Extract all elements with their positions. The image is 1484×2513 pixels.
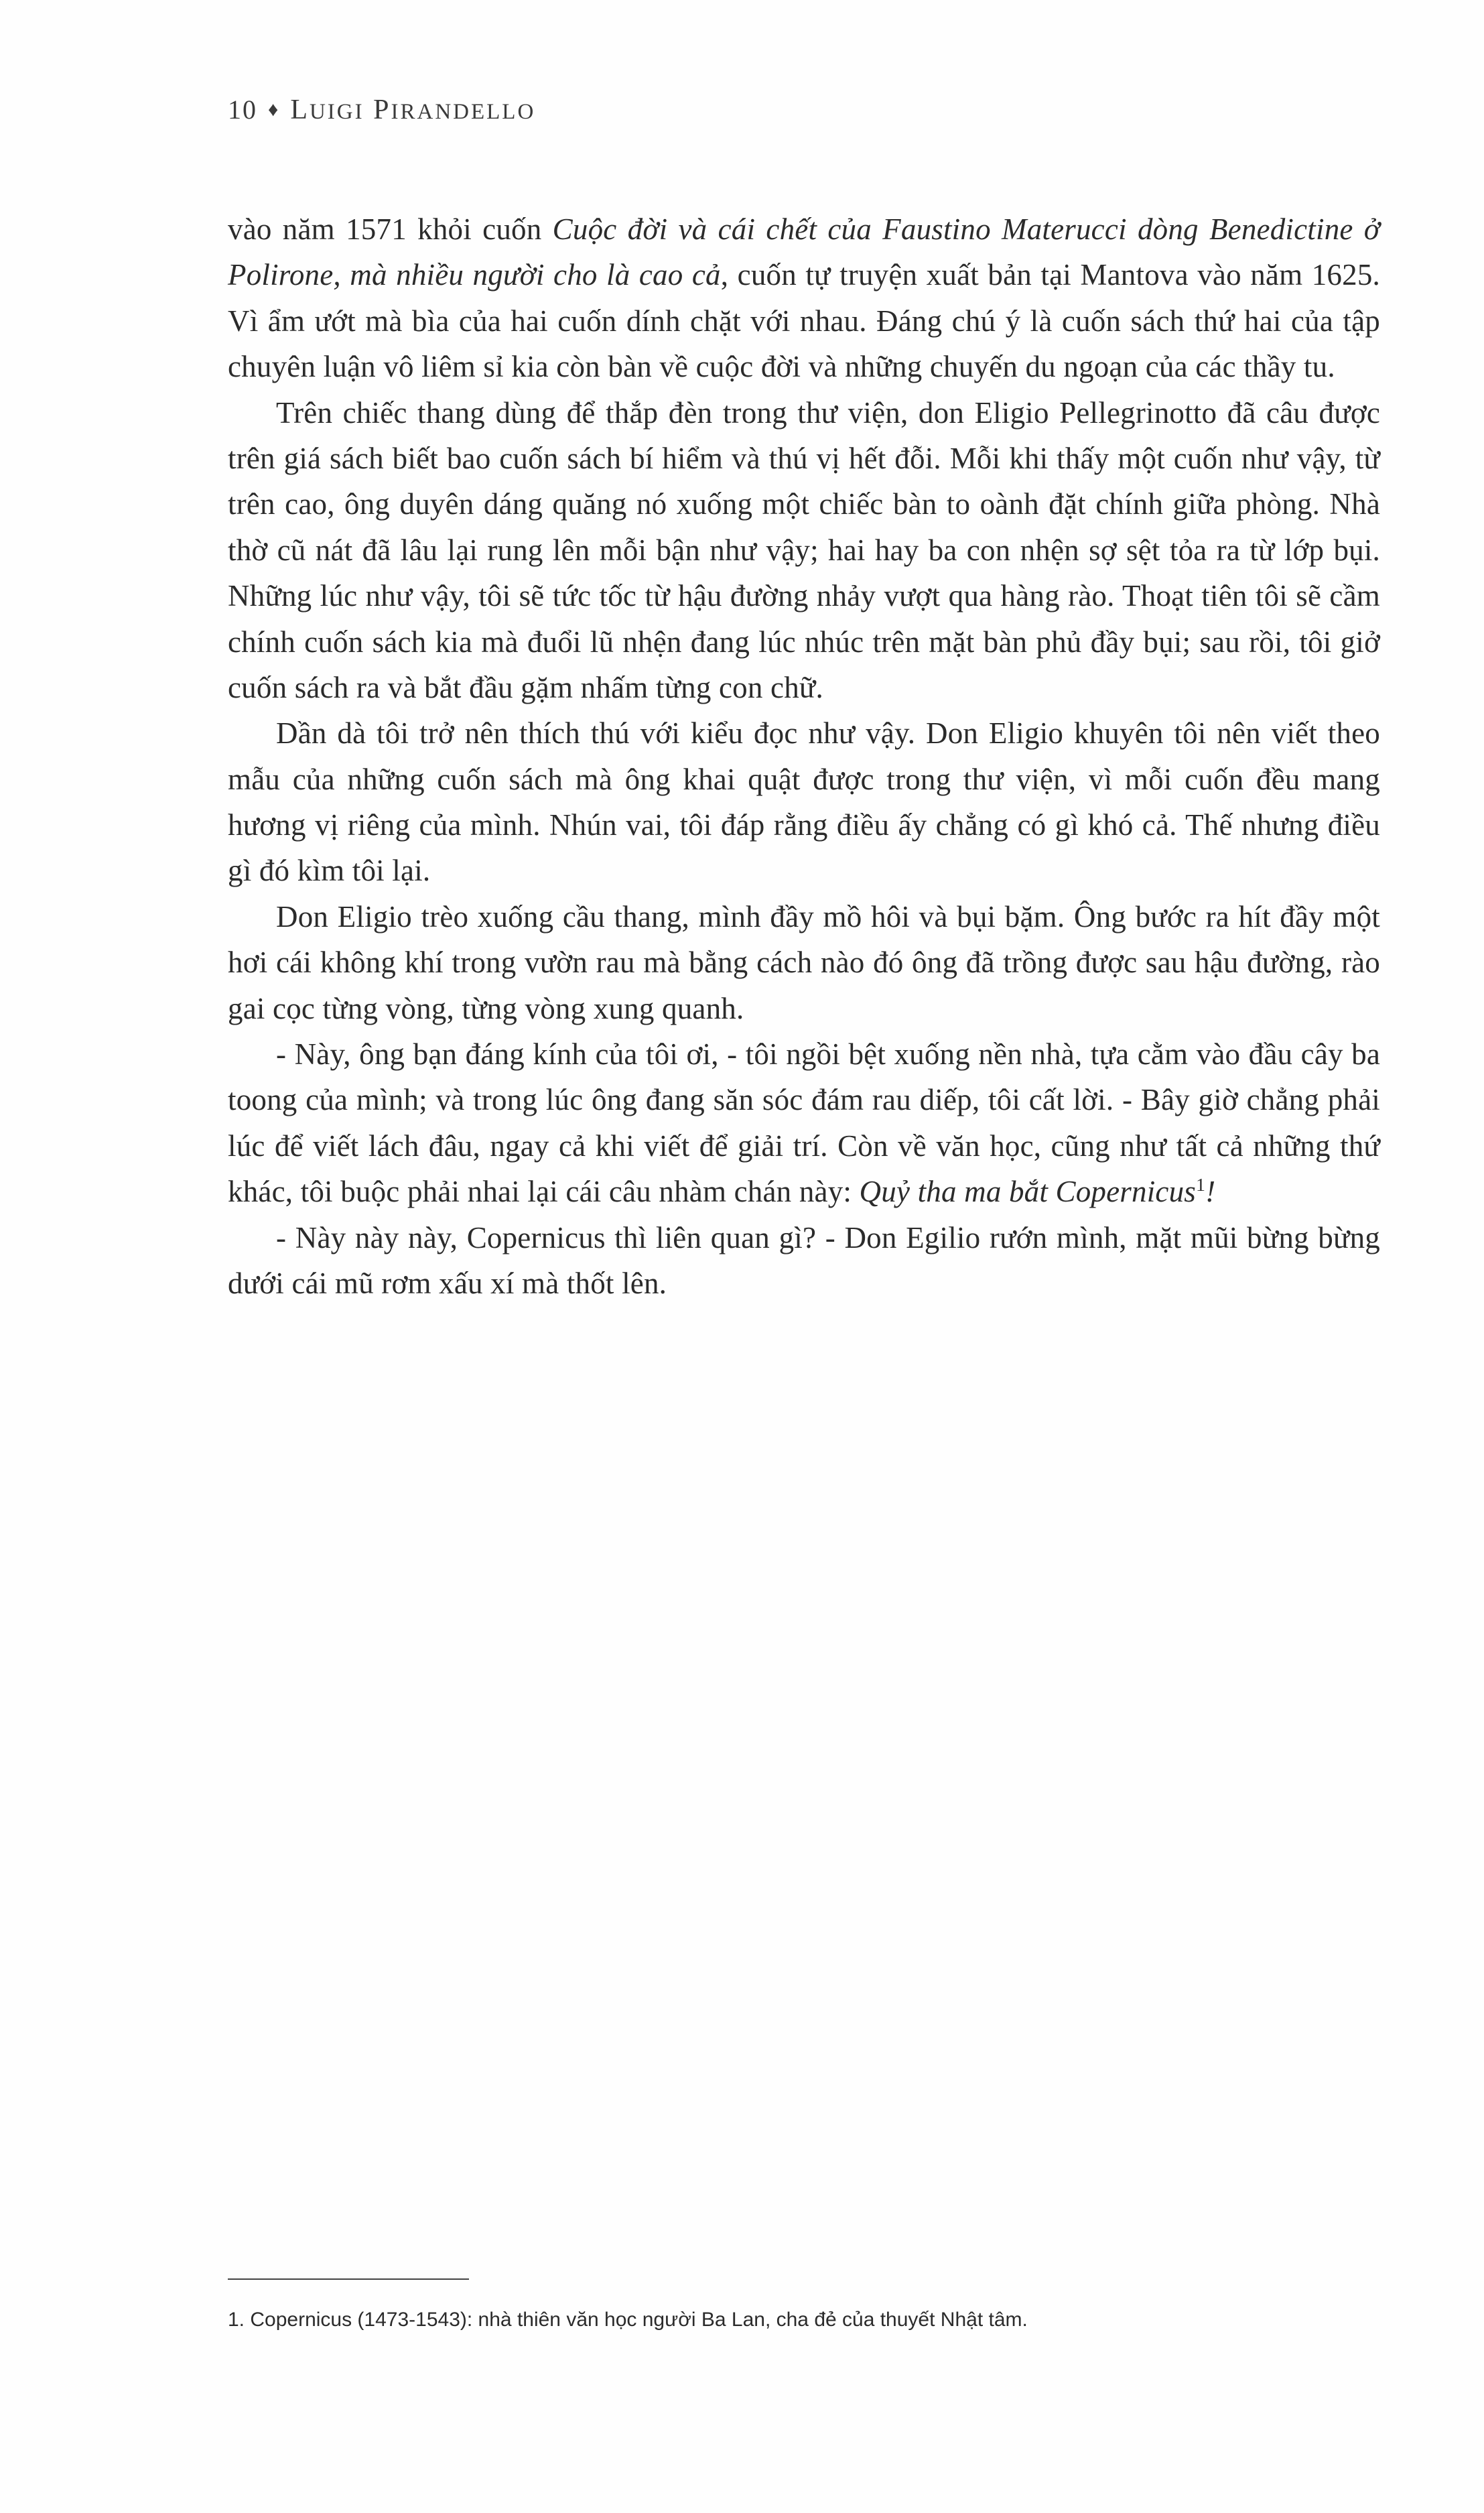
quote-italic-2: Quỷ tha ma bắt Copernicus — [859, 1175, 1197, 1209]
paragraph-4: Don Eligio trèo xuống cầu thang, mình đầy mồ hôi và bụi bặm. Ông bước ra hít đầy một hơi cái không khí trong vườn rau mà bằng cách nào đó ông đã trồng được sau hậu đường, rào gai cọc từng vòng, từng vòng xung quanh. — [228, 899, 1380, 1025]
diamond-separator-icon: ♦ — [268, 99, 280, 121]
footnote-divider — [228, 2278, 469, 2280]
page-number: 10 — [228, 94, 257, 125]
paragraph-5: - Này, ông bạn đáng kính của tôi ơi, - tôi ngồi bệt xuống nền nhà, tựa cằm vào đầu cây ba toong của mình; và trong lúc ông đang săn sóc đám rau diếp, tôi cất lời. - Bây giờ chẳng phải lúc để viết lách đâu, ngay cả khi viết để giải trí. Còn về văn học, cũng như tất cả những thứ khác, tôi buộc phải nhai lại cái câu nhàm chán này: Quỷ tha ma bắt Copernicus$^1$! — [228, 1037, 1380, 1209]
paragraph-2: Trên chiếc thang dùng để thắp đèn trong thư viện, don Eligio Pellegrinotto đã câu được trên giá sách biết bao cuốn sách bí hiểm và thú vị hết đỗi. Mỗi khi thấy một cuốn như vậy, từ trên cao, ông duyên dáng quăng nó xuống một chiếc bàn to oành đặt chính giữa phòng. Nhà thờ cũ nát đã lâu lại rung lên mỗi bận như vậy; hai hay ba con nhện sợ sệt tỏa ra từ lớp bụi. Những lúc như vậy, tôi sẽ tức tốc từ hậu đường nhảy vượt qua hàng rào. Thoạt tiên tôi sẽ cầm chính cuốn sách kia mà đuổi lũ nhện đang lúc nhúc trên mặt bàn phủ đầy bụi; sau rồi, tôi giở cuốn sách ra và bắt đầu gặm nhấm từng con chữ. — [228, 395, 1380, 704]
running-head-author: LUIGI PIRANDELLO — [290, 94, 536, 125]
footnote-text: 1. Copernicus (1473-1543): nhà thiên văn học người Ba Lan, cha đẻ của thuyết Nhật tâm. — [228, 2309, 1028, 2331]
book-title-italic-1: Cuộc đời và cái chết của Faustino Materucci dòng Benedictine ở Polirone, mà nhiều người cho là cao cả — [228, 212, 1381, 292]
paragraph-3: Dần dà tôi trở nên thích thú với kiểu đọc như vậy. Don Eligio khuyên tôi nên viết theo mẫu của những cuốn sách mà ông khai quật được trong thư viện, vì mỗi cuốn đều mang hương vị riêng của mình. Nhún vai, tôi đáp rằng điều ấy chẳng có gì khó cả. Thế nhưng điều gì đó kìm tôi lại. — [228, 716, 1380, 888]
body-text — [228, 206, 1380, 1306]
paragraph-6: - Này này này, Copernicus thì liên quan gì? - Don Egilio rướn mình, mặt mũi bừng bừng dưới cái mũ rơm xấu xí mà thốt lên. — [228, 1220, 1380, 1300]
running-head — [228, 94, 1380, 126]
paragraph-1: vào năm 1571 khỏi cuốn Cuộc đời và cái chết của Faustino Materucci dòng Benedictine ở Polirone, mà nhiều người cho là cao cả, cuốn tự truyện xuất bản tại Mantova vào năm 1625. Vì ẩm ướt mà bìa của hai cuốn dính chặt với nhau. Đáng chú ý là cuốn sách thứ hai của tập chuyên luận vô liêm sỉ kia còn bàn về cuộc đời và những chuyến du ngoạn của các thầy tu. — [228, 212, 1381, 384]
footnote-marker[interactable]: 1 — [1196, 1175, 1206, 1196]
page-content — [228, 94, 1380, 1306]
